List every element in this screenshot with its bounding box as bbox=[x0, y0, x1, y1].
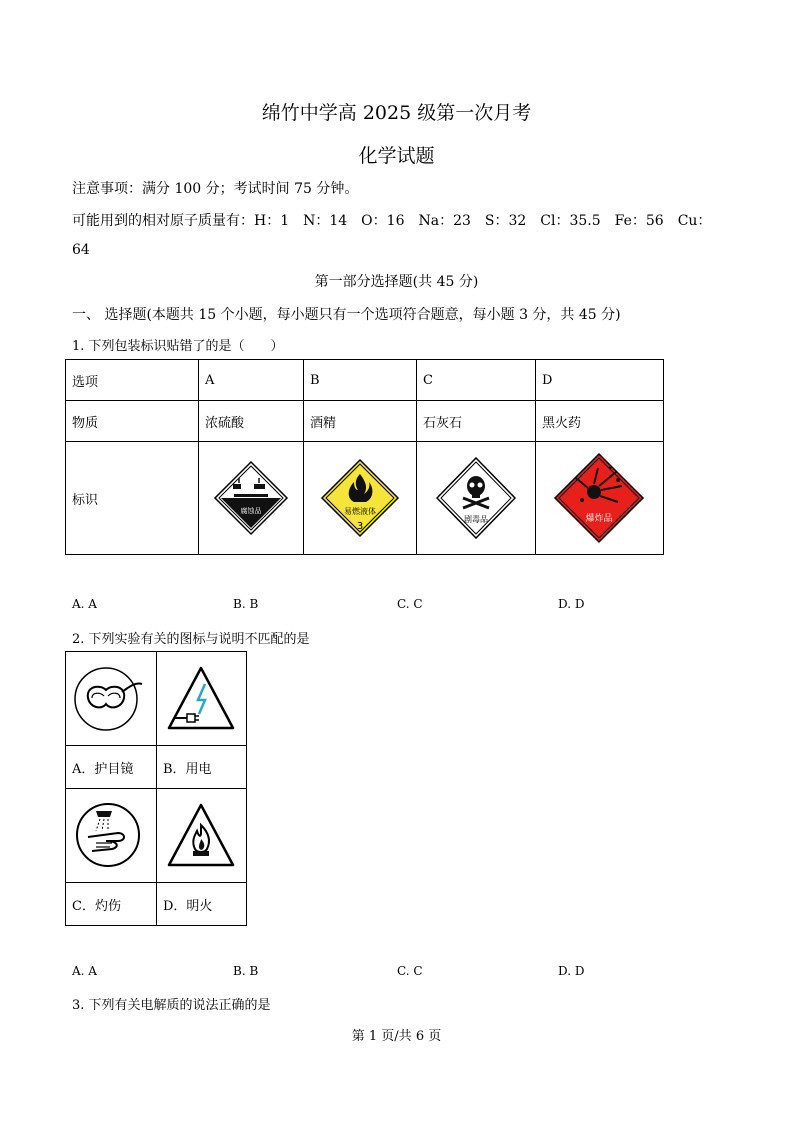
table-row bbox=[66, 746, 247, 789]
corrosive-sign-cell bbox=[199, 442, 304, 555]
table-row bbox=[66, 652, 247, 746]
substance-cell: 浓硫酸 bbox=[199, 401, 304, 442]
section-instruction: 一、 选择题(本题共 15 个小题，每小题只有一个选项符合题意，每小题 3 分，共 45 分) bbox=[72, 307, 621, 323]
table-row bbox=[66, 442, 664, 555]
toxic-sign-icon bbox=[417, 442, 535, 554]
substance-cell: 酒精 bbox=[304, 401, 417, 442]
caption-d: D．明火 bbox=[157, 883, 247, 926]
goggles-cell bbox=[66, 652, 157, 746]
notes-line: 注意事项：满分 100 分；考试时间 75 分钟。 bbox=[72, 181, 359, 197]
caption-b: B．用电 bbox=[157, 746, 247, 789]
choice-c[interactable]: C. C bbox=[397, 597, 423, 611]
caption-a: A．护目镜 bbox=[66, 746, 157, 789]
table-row bbox=[66, 401, 664, 442]
option-cell: D bbox=[536, 360, 664, 401]
explosive-sign-label: 爆炸品 bbox=[585, 514, 613, 524]
corrosive-sign-icon bbox=[199, 442, 303, 554]
electricity-icon bbox=[157, 652, 246, 745]
explosive-sign-icon bbox=[536, 442, 663, 554]
atomic-mass-line: 可能用到的相对原子质量有：H：1 N：14 O：16 Na：23 S：32 Cl：35.5 Fe：56 Cu： bbox=[72, 213, 712, 229]
burn-cell bbox=[66, 789, 157, 883]
option-cell: C bbox=[417, 360, 536, 401]
choice-a[interactable]: A. A bbox=[72, 597, 97, 611]
open-flame-cell bbox=[157, 789, 247, 883]
atomic-mass-line-cont: 64 bbox=[72, 242, 90, 258]
choice-b[interactable]: B. B bbox=[233, 964, 259, 978]
choice-d[interactable]: D. D bbox=[558, 597, 585, 611]
choice-a[interactable]: A. A bbox=[72, 964, 97, 978]
row-header: 标识 bbox=[66, 442, 199, 555]
flammable-sign-cell bbox=[304, 442, 417, 555]
toxic-sign-cell bbox=[417, 442, 536, 555]
electricity-cell bbox=[157, 652, 247, 746]
question-3-stem: 3. 下列有关电解质的说法正确的是 bbox=[72, 998, 271, 1013]
burn-wash-icon bbox=[66, 789, 156, 882]
option-cell: A bbox=[199, 360, 304, 401]
row-header: 物质 bbox=[66, 401, 199, 442]
substance-cell: 黑火药 bbox=[536, 401, 664, 442]
corrosive-sign-label: 腐蚀品 bbox=[240, 507, 262, 515]
flammable-sign-number: 3 bbox=[356, 521, 364, 532]
question-1-table bbox=[65, 359, 664, 555]
choice-d[interactable]: D. D bbox=[558, 964, 585, 978]
choice-c[interactable]: C. C bbox=[397, 964, 423, 978]
flammable-liquid-sign-icon bbox=[304, 442, 416, 554]
question-2-stem: 2. 下列实验有关的图标与说明不匹配的是 bbox=[72, 632, 310, 647]
choice-b[interactable]: B. B bbox=[233, 597, 259, 611]
question-2-table bbox=[65, 651, 247, 926]
page-number: 第 1 页/共 6 页 bbox=[351, 1029, 442, 1044]
explosive-sign-cell bbox=[536, 442, 664, 555]
option-cell: B bbox=[304, 360, 417, 401]
question-1-stem: 1. 下列包装标识贴错了的是（ ） bbox=[72, 339, 284, 354]
table-row bbox=[66, 789, 247, 883]
caption-c: C．灼伤 bbox=[66, 883, 157, 926]
substance-cell: 石灰石 bbox=[417, 401, 536, 442]
goggles-icon bbox=[66, 652, 156, 745]
table-row bbox=[66, 360, 664, 401]
section-title: 第一部分选择题(共 45 分) bbox=[314, 274, 479, 290]
toxic-sign-label: 剧毒品 bbox=[464, 515, 488, 524]
flammable-sign-label: 易燃液体 bbox=[344, 507, 376, 516]
exam-title: 绵竹中学高 2025 级第一次月考 bbox=[261, 102, 532, 124]
exam-subtitle: 化学试题 bbox=[358, 145, 435, 167]
row-header: 选项 bbox=[66, 360, 199, 401]
table-row bbox=[66, 883, 247, 926]
open-flame-icon bbox=[157, 789, 246, 882]
